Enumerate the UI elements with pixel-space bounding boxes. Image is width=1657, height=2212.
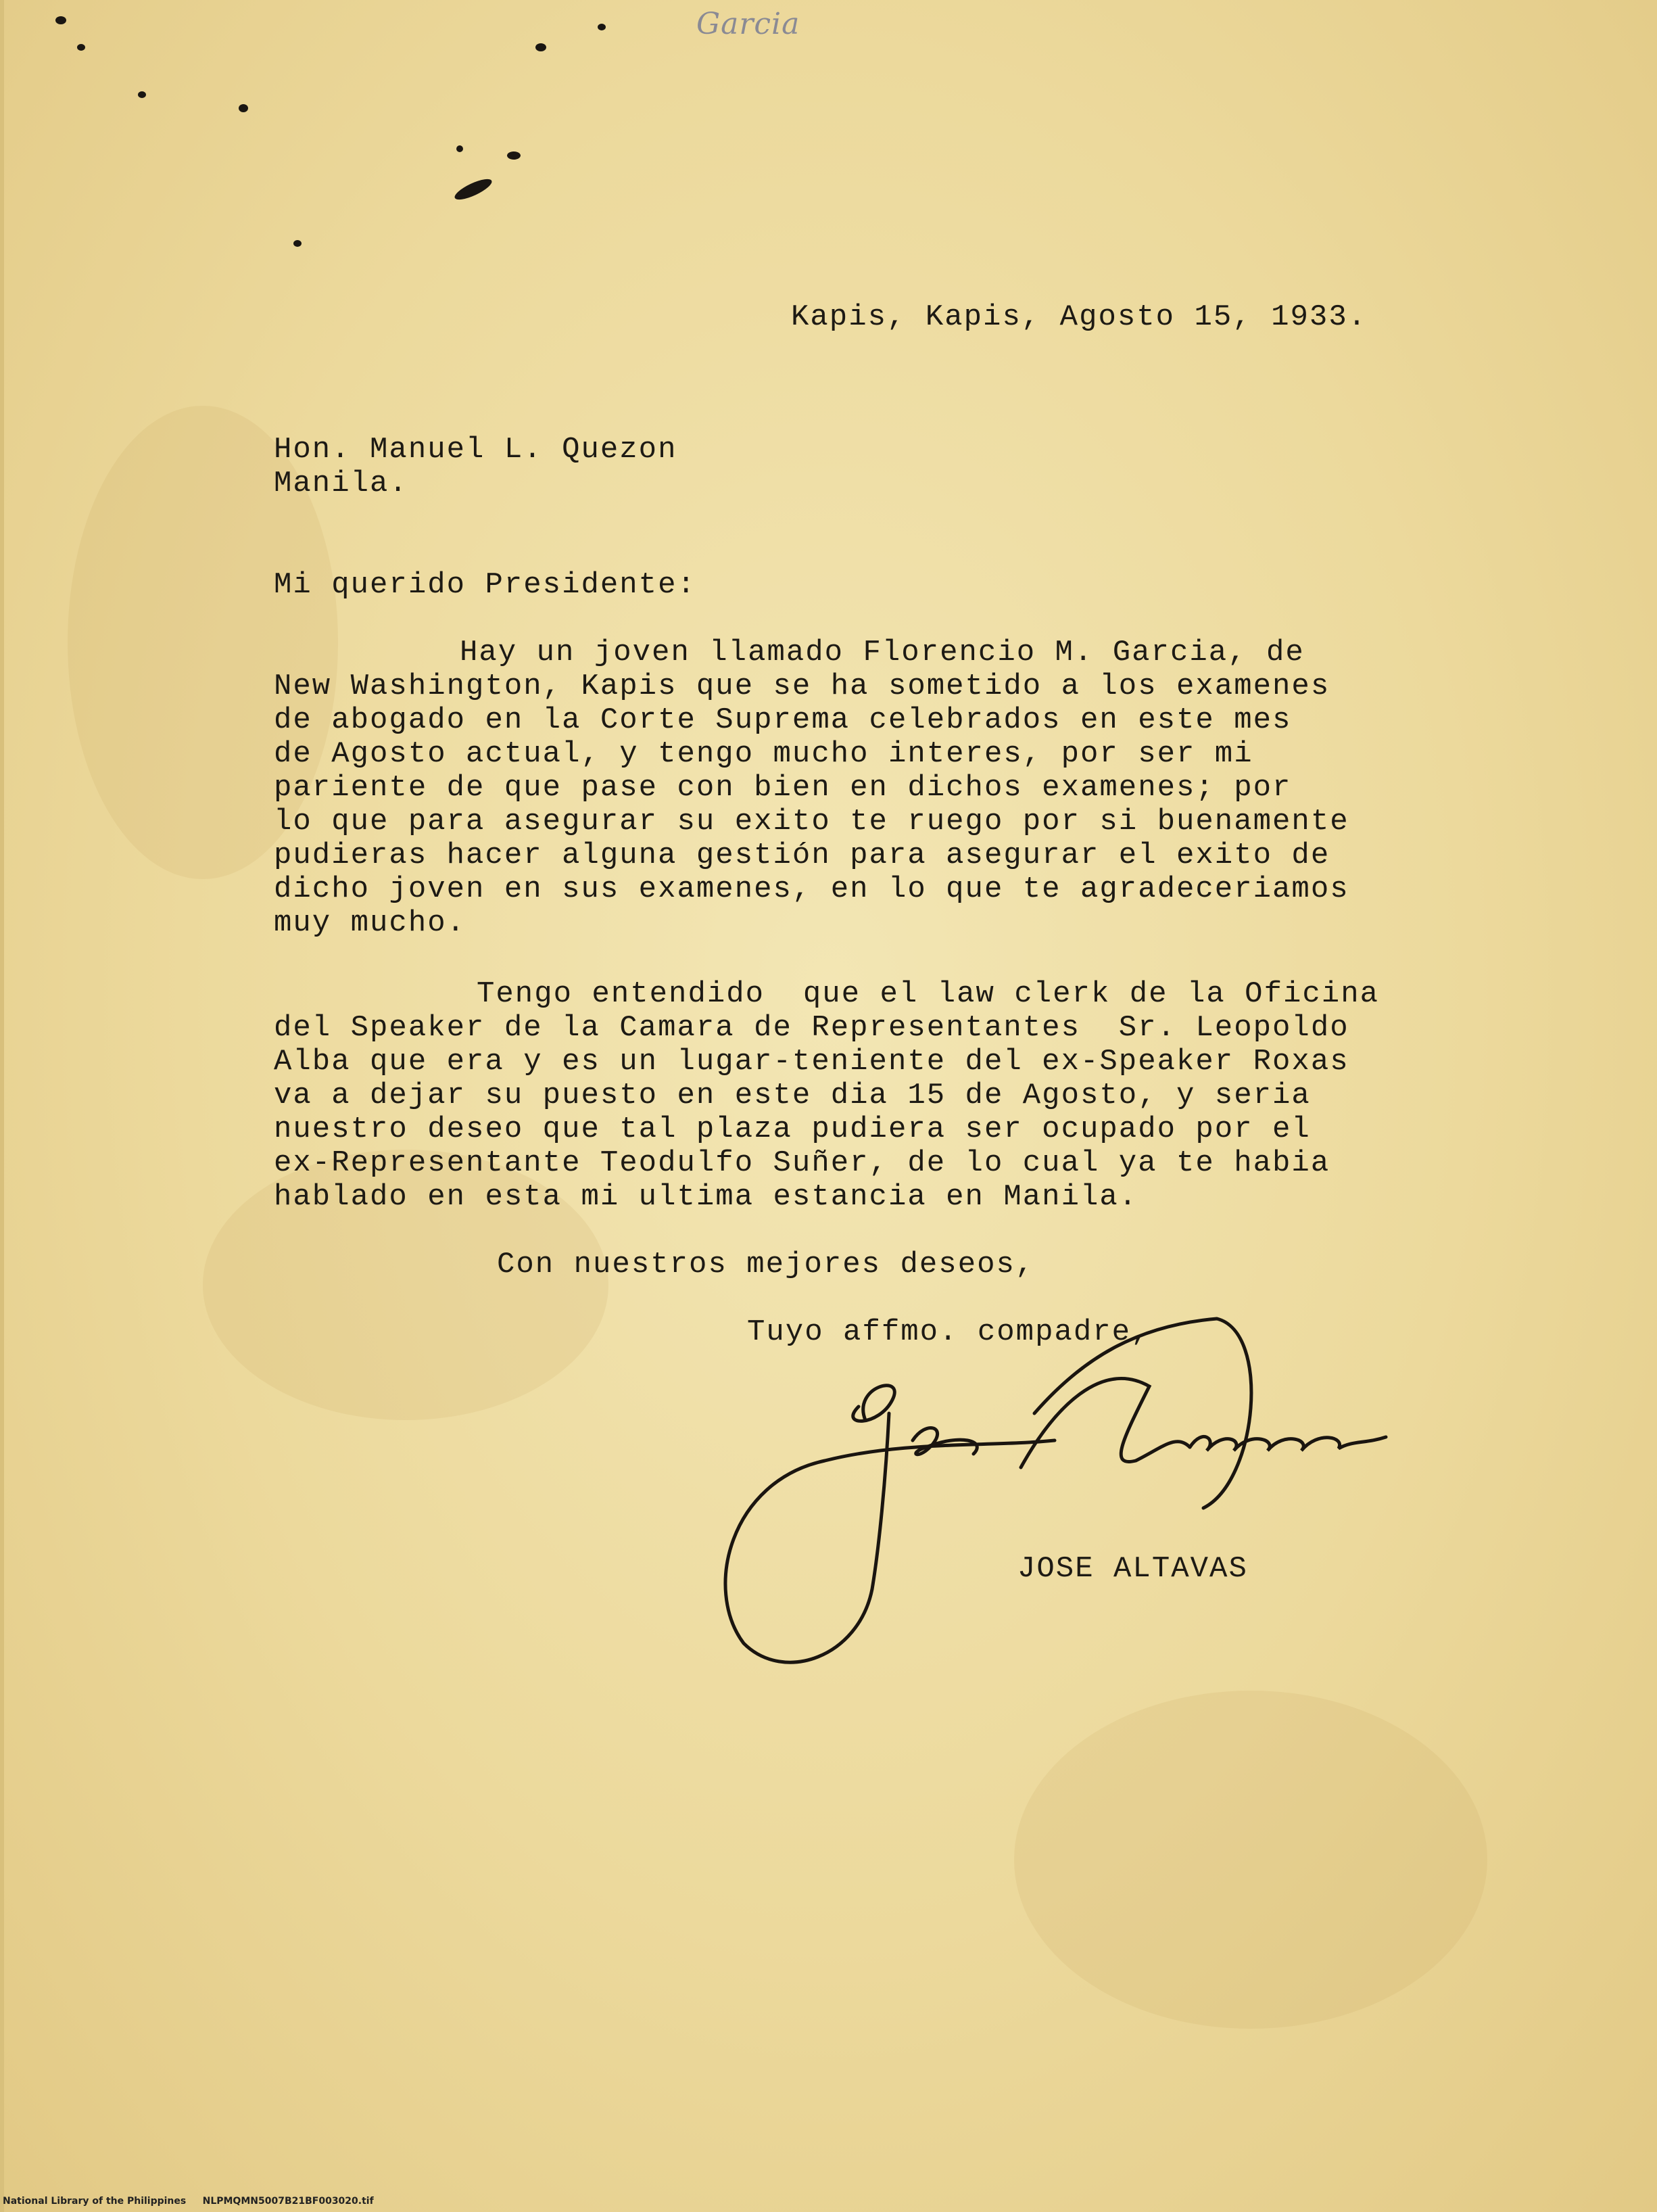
pencil-annotation: Garcia — [696, 7, 800, 41]
paragraph-line: lo que para asegurar su exito te ruego por si buenamente — [274, 805, 1349, 839]
valediction: Tuyo affmo. compadre, — [747, 1315, 1151, 1349]
paragraph-line: Tengo entendido que el law clerk de la Oficina — [477, 977, 1380, 1011]
paragraph-line: muy mucho. — [274, 906, 466, 940]
paragraph-line: ex-Representante Teodulfo Suñer, de lo cual ya te habia — [274, 1146, 1330, 1180]
paragraph-line: va a dejar su puesto en este dia 15 de Agosto, y seria — [274, 1079, 1311, 1112]
handwritten-signature — [703, 1305, 1447, 1711]
paper-stain — [1014, 1691, 1487, 2029]
addressee-city: Manila. — [274, 467, 408, 500]
paragraph-line: New Washington, Kapis que se ha sometido a los examenes — [274, 669, 1330, 703]
paragraph-line: Hay un joven llamado Florencio M. Garcia, de — [460, 636, 1305, 669]
paragraph-line: de Agosto actual, y tengo mucho interes, por ser mi — [274, 737, 1253, 771]
closing: Con nuestros mejores deseos, — [497, 1248, 1035, 1281]
paragraph-line: pariente de que pase con bien en dichos examenes; por — [274, 771, 1292, 805]
ink-blots — [41, 0, 649, 270]
date-line: Kapis, Kapis, Agosto 15, 1933. — [791, 300, 1368, 334]
archive-reference: National Library of the Philippines NLPMQMN5007B21BF003020.tif — [3, 2196, 374, 2207]
paragraph-line: Alba que era y es un lugar-teniente del ex-Speaker Roxas — [274, 1045, 1349, 1079]
paragraph-line: del Speaker de la Camara de Representantes Sr. Leopoldo — [274, 1011, 1349, 1045]
paragraph-line: de abogado en la Corte Suprema celebrados en este mes — [274, 703, 1292, 737]
addressee-name: Hon. Manuel L. Quezon — [274, 433, 677, 467]
paragraph-line: nuestro deseo que tal plaza pudiera ser ocupado por el — [274, 1112, 1311, 1146]
salutation: Mi querido Presidente: — [274, 568, 696, 602]
paragraph-line: hablado en esta mi ultima estancia en Manila. — [274, 1180, 1138, 1214]
paragraph-line: pudieras hacer alguna gestión para asegurar el exito de — [274, 839, 1330, 872]
paragraph-line: dicho joven en sus examenes, en lo que te agradeceriamos — [274, 872, 1349, 906]
typed-signatory-name: JOSE ALTAVAS — [1017, 1552, 1248, 1586]
signature-text: Jose Altavas — [723, 1508, 728, 1509]
